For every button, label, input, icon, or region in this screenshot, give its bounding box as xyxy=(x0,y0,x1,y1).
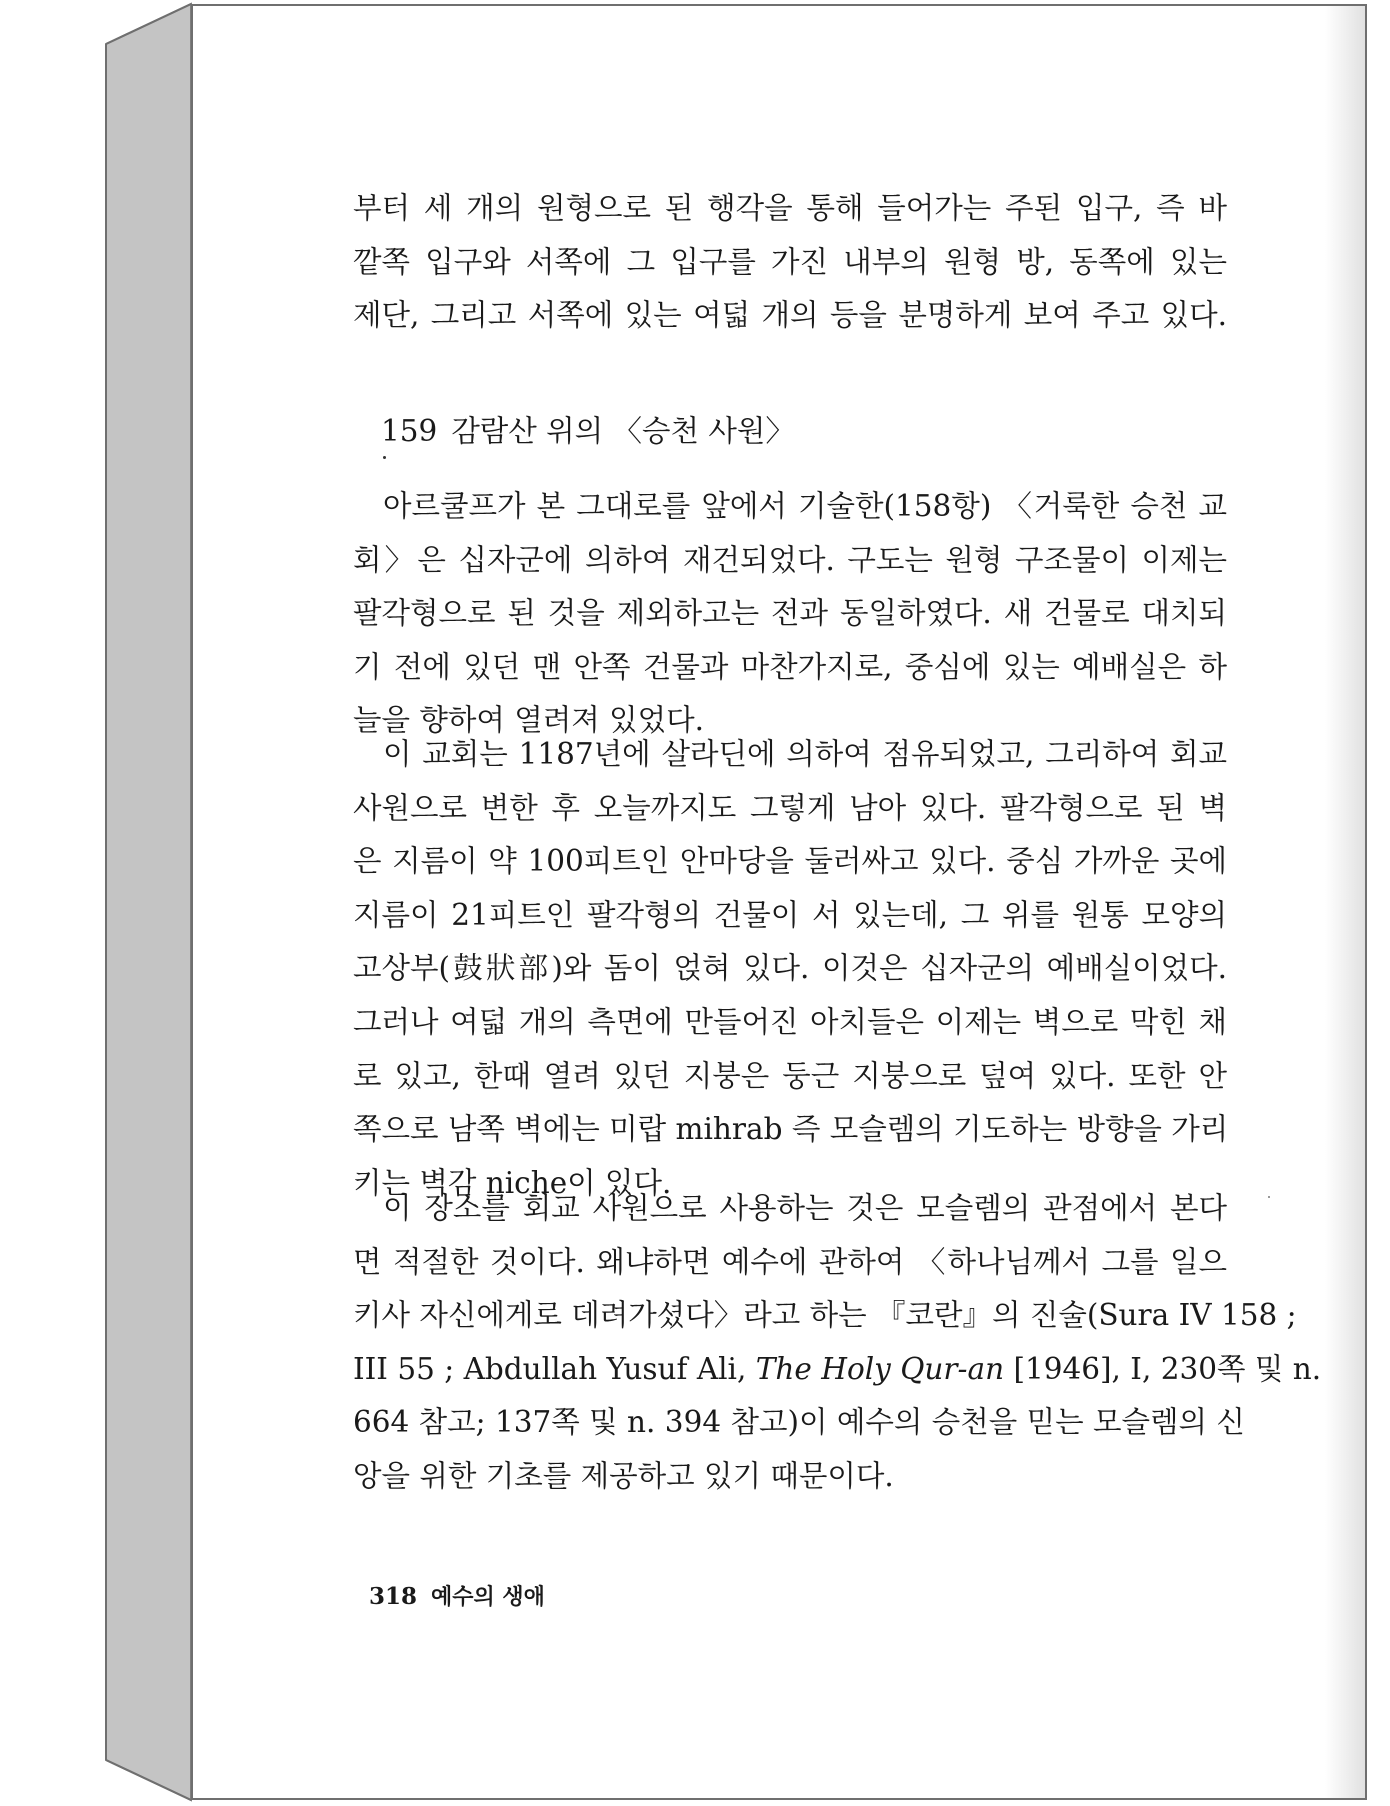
text-line: 깥쪽 입구와 서쪽에 그 입구를 가진 내부의 원형 방, 동쪽에 있는 xyxy=(353,244,1227,279)
cited-book-title: The Holy Qur-an xyxy=(755,1351,1005,1386)
text-line: 팔각형으로 된 것을 제외하고는 전과 동일하였다. 새 건물로 대치되 xyxy=(353,596,1227,631)
text-line: 고상부(鼓狀部)와 돔이 얹혀 있다. 이것은 십자군의 예배실이었다. xyxy=(353,951,1227,986)
paragraph-3 xyxy=(353,1182,1322,1504)
page-footer xyxy=(369,1580,545,1611)
page-number: 318 xyxy=(369,1583,418,1610)
citation-text: [1946], I, 230쪽 및 n. xyxy=(1004,1351,1322,1386)
page-edge-shadow xyxy=(1325,6,1365,1798)
running-title: 예수의 생애 xyxy=(431,1585,545,1610)
text-line: 이 장소를 회교 사원으로 사용하는 것은 모슬렘의 관점에서 본다 xyxy=(383,1191,1227,1225)
text-line: 늘을 향하여 열려져 있었다. xyxy=(353,703,704,738)
section-number: 159 xyxy=(381,414,438,448)
text-line: 제단, 그리고 서쪽에 있는 여덟 개의 등을 분명하게 보여 주고 있다. xyxy=(353,298,1227,333)
citation-text: III 55 ; Abdullah Yusuf Ali, xyxy=(353,1351,756,1386)
text-line: 회〉은 십자군에 의하여 재건되었다. 구도는 원형 구조물이 이제는 xyxy=(353,542,1227,577)
text-line: 664 참고; 137쪽 및 n. 394 참고)이 예수의 승천을 믿는 모슬렘의 신 xyxy=(353,1405,1245,1440)
text-line: 은 지름이 약 100피트인 안마당을 둘러싸고 있다. 중심 가까운 곳에 xyxy=(353,844,1227,879)
text-line: 그러나 여덟 개의 측면에 만들어진 아치들은 이제는 벽으로 막힌 채 xyxy=(353,1004,1227,1039)
text-line: 아르쿨프가 본 그대로를 앞에서 기술한(158항) 〈거룩한 승천 교 xyxy=(383,489,1227,523)
text-line: 앙을 위한 기초를 제공하고 있기 때문이다. xyxy=(353,1458,894,1493)
text-line: 이 교회는 1187년에 살라딘에 의하여 점유되었고, 그리하여 회교 xyxy=(383,737,1227,771)
text-line: 키사 자신에게로 데려가셨다〉라고 하는 『코란』의 진술(Sura IV 158 ; xyxy=(353,1298,1297,1333)
text-line: 기 전에 있던 맨 안쪽 건물과 마찬가지로, 중심에 있는 예배실은 하 xyxy=(353,649,1227,684)
scan-speck xyxy=(383,456,386,459)
paragraph-1 xyxy=(353,480,1227,748)
text-line: 로 있고, 한때 열려 있던 지붕은 둥근 지붕으로 덮여 있다. 또한 안 xyxy=(353,1058,1227,1093)
page-surface xyxy=(191,4,1367,1800)
text-line: 면 적절한 것이다. 왜냐하면 예수에 관하여 〈하나님께서 그를 일으 xyxy=(353,1244,1227,1279)
paragraph-2 xyxy=(353,728,1227,1210)
text-line: 부터 세 개의 원형으로 된 행각을 통해 들어가는 주된 입구, 즉 바 xyxy=(353,191,1227,225)
continuation-paragraph xyxy=(353,182,1227,343)
scan-speck xyxy=(1268,1196,1270,1198)
text-line: 사원으로 변한 후 오늘까지도 그렇게 남아 있다. 팔각형으로 된 벽 xyxy=(353,790,1227,825)
text-line: 쪽으로 남쪽 벽에는 미랍 mihrab 즉 모슬렘의 기도하는 방향을 가리 xyxy=(353,1112,1229,1147)
text-line-with-citation xyxy=(353,1343,1322,1397)
text-line: 키는 벽감 niche이 있다. xyxy=(353,1165,672,1200)
text-line: 지름이 21피트인 팔각형의 건물이 서 있는데, 그 위를 원통 모양의 xyxy=(353,897,1227,932)
section-heading xyxy=(381,406,795,456)
section-title: 감람산 위의 〈승천 사원〉 xyxy=(451,414,795,448)
